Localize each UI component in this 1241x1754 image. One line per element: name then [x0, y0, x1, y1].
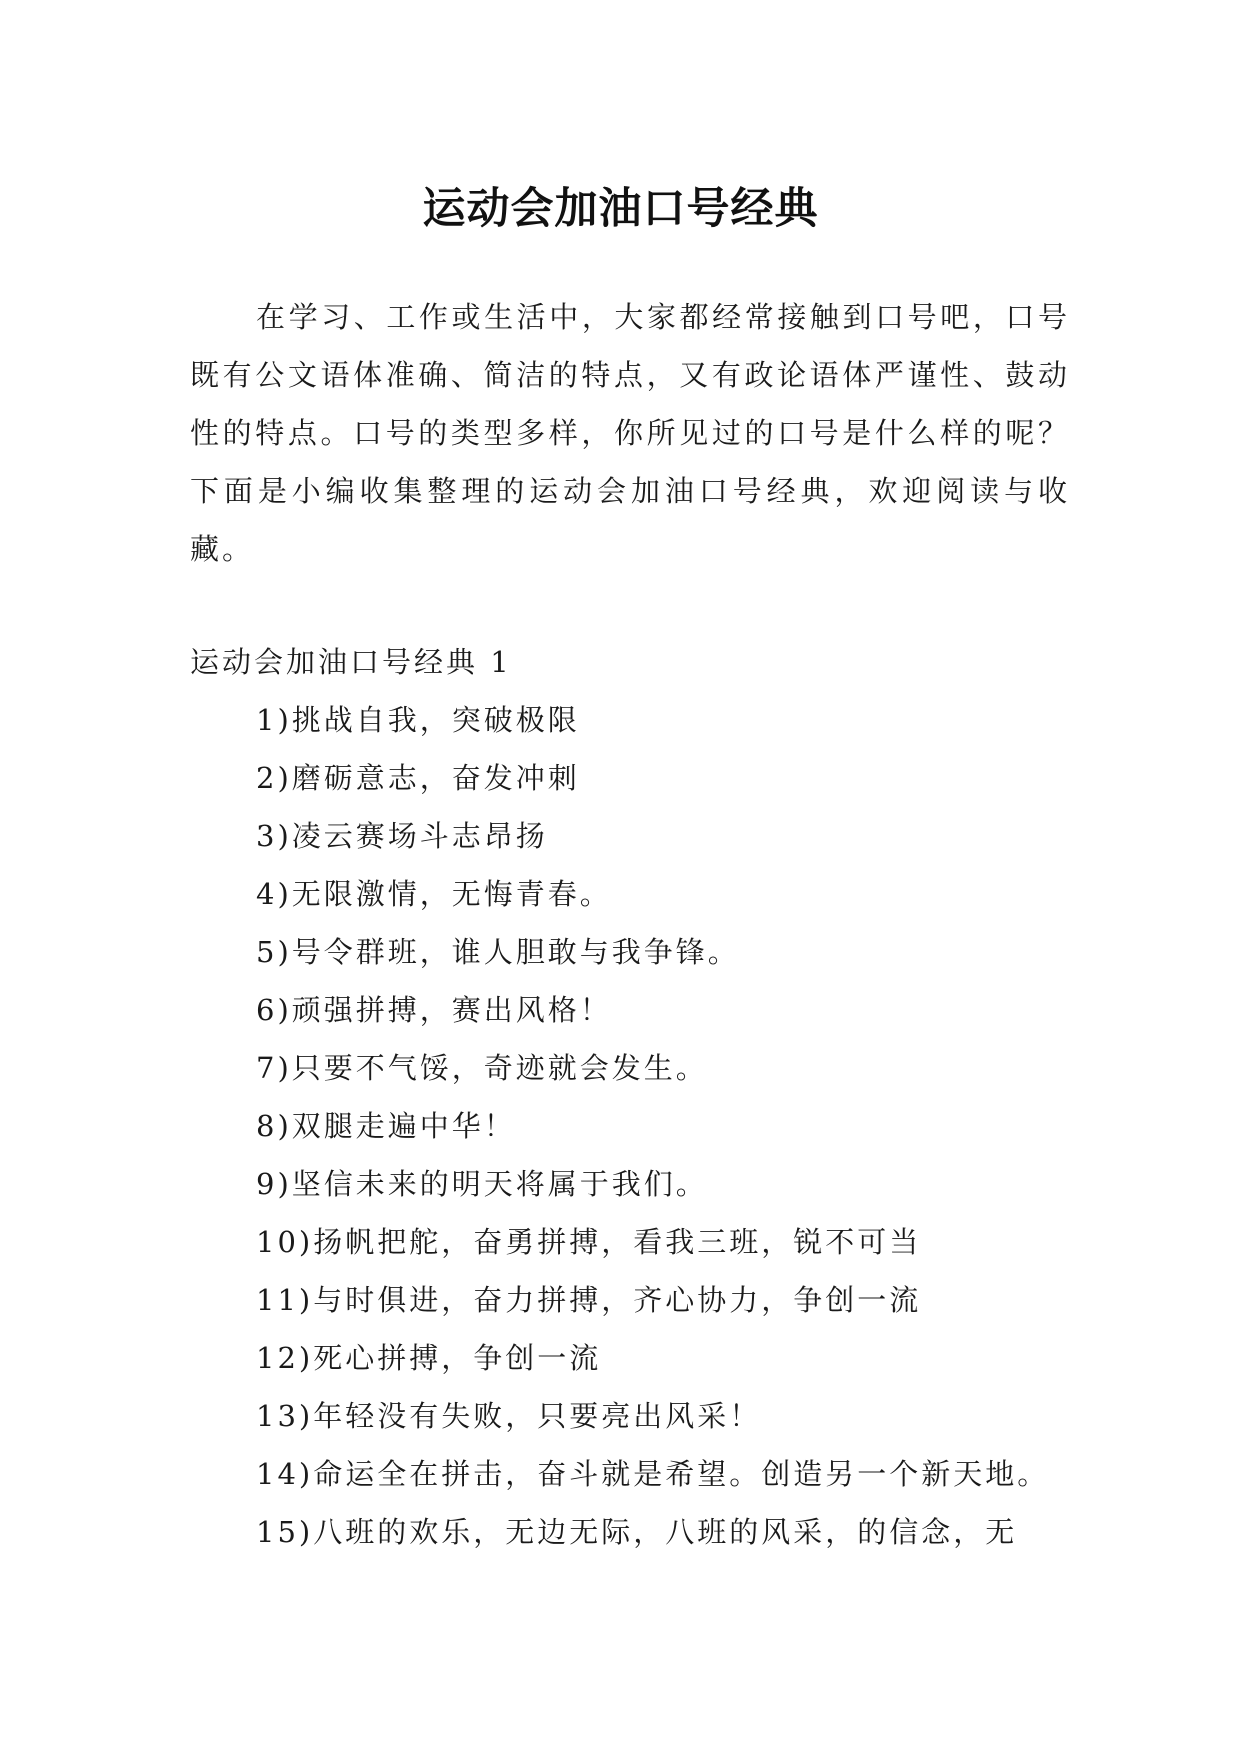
list-item: 7)只要不气馁，奇迹就会发生。: [256, 1051, 708, 1085]
list-item: 8)双腿走遍中华！: [256, 1109, 516, 1143]
list-item: 1)挑战自我，突破极限: [256, 703, 580, 737]
document-title: 运动会加油口号经典: [422, 183, 819, 234]
list-item: 5)号令群班，谁人胆敢与我争锋。: [256, 935, 740, 969]
list-item: 14)命运全在拼击，奋斗就是希望。创造另一个新天地。: [256, 1457, 1050, 1491]
list-item: 6)顽强拼搏，赛出风格！: [256, 993, 612, 1027]
section-heading: 运动会加油口号经典 1: [190, 645, 512, 679]
list-item: 15)八班的欢乐，无边无际，八班的风采，的信念，无: [256, 1515, 1018, 1549]
list-item: 2)磨砺意志，奋发冲刺: [256, 761, 580, 795]
list-item: 11)与时俱进，奋力拼搏，齐心协力，争创一流: [256, 1283, 922, 1317]
list-item: 9)坚信未来的明天将属于我们。: [256, 1167, 708, 1201]
list-item: 3)凌云赛场斗志昂扬: [256, 819, 548, 853]
slogan-list: [256, 691, 1116, 1561]
list-item: 4)无限激情，无悔青春。: [256, 877, 612, 911]
intro-paragraph: 在学习、工作或生活中，大家都经常接触到口号吧，口号既有公文语体准确、简洁的特点，又有政论语体严谨性、鼓动性的特点。口号的类型多样，你所见过的口号是什么样的呢？下面是小编收集整理的运动会加油口号经典，欢迎阅读与收藏。: [190, 300, 1070, 566]
list-item: 10)扬帆把舵，奋勇拼搏，看我三班，锐不可当: [256, 1225, 922, 1259]
list-item: 13)年轻没有失败，只要亮出风采！: [256, 1399, 762, 1433]
list-item: 12)死心拼搏，争创一流: [256, 1341, 602, 1375]
